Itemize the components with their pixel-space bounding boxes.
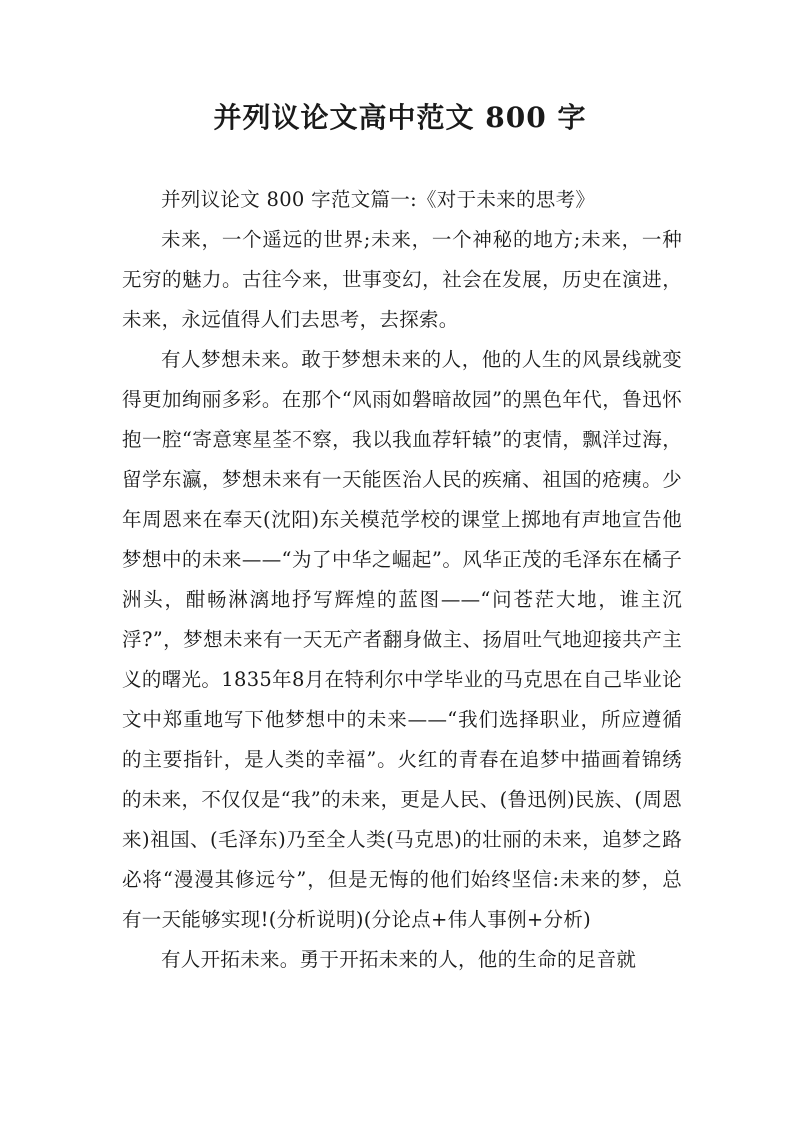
paragraph: 未来，一个遥远的世界;未来，一个神秘的地方;未来，一种无穷的魅力。古往今来，世事变幻，社会在发展，历史在演进，未来，永远值得人们去思考，去探索。	[122, 228, 682, 331]
document-body	[122, 180, 682, 980]
paragraph: 有人开拓未来。勇于开拓未来的人，他的生命的足音就	[161, 948, 637, 971]
paragraph: 有人梦想未来。敢于梦想未来的人，他的人生的风景线就变得更加绚丽多彩。在那个“风雨如磐暗故园”的黑色年代，鲁迅怀抱一腔“寄意寒星荃不察，我以我血荐轩辕”的衷情，飘洋过海，留学东瀛，梦想未来有一天能医治人民的疾痛、祖国的疮痍。少年周恩来在奉天(沈阳)东关模范学校的课堂上掷地有声地宣告他梦想中的未来——“为了中华之崛起”。风华正茂的毛泽东在橘子洲头，酣畅淋漓地抒写辉煌的蓝图——“问苍茫大地，谁主沉浮?”，梦想未来有一天无产者翻身做主、扬眉吐气地迎接共产主义的曙光。1835年8月在特利尔中学毕业的马克思在自己毕业论文中郑重地写下他梦想中的未来——“我们选择职业，所应遵循的主要指针，是人类的幸福”。火红的青春在追梦中描画着锦绣的未来，不仅仅是“我”的未来，更是人民、(鲁迅例)民族、(周恩来)祖国、(毛泽东)乃至全人类(马克思)的壮丽的未来，追梦之路必将“漫漫其修远兮”，但是无悔的他们始终坚信:未来的梦，总有一天能够实现!(分析说明)(分论点+伟人事例+分析)	[122, 348, 682, 931]
document-title: 并列议论文高中范文 800 字	[213, 101, 587, 134]
section-heading: 并列议论文 800 字范文篇一:《对于未来的思考》	[161, 188, 596, 211]
